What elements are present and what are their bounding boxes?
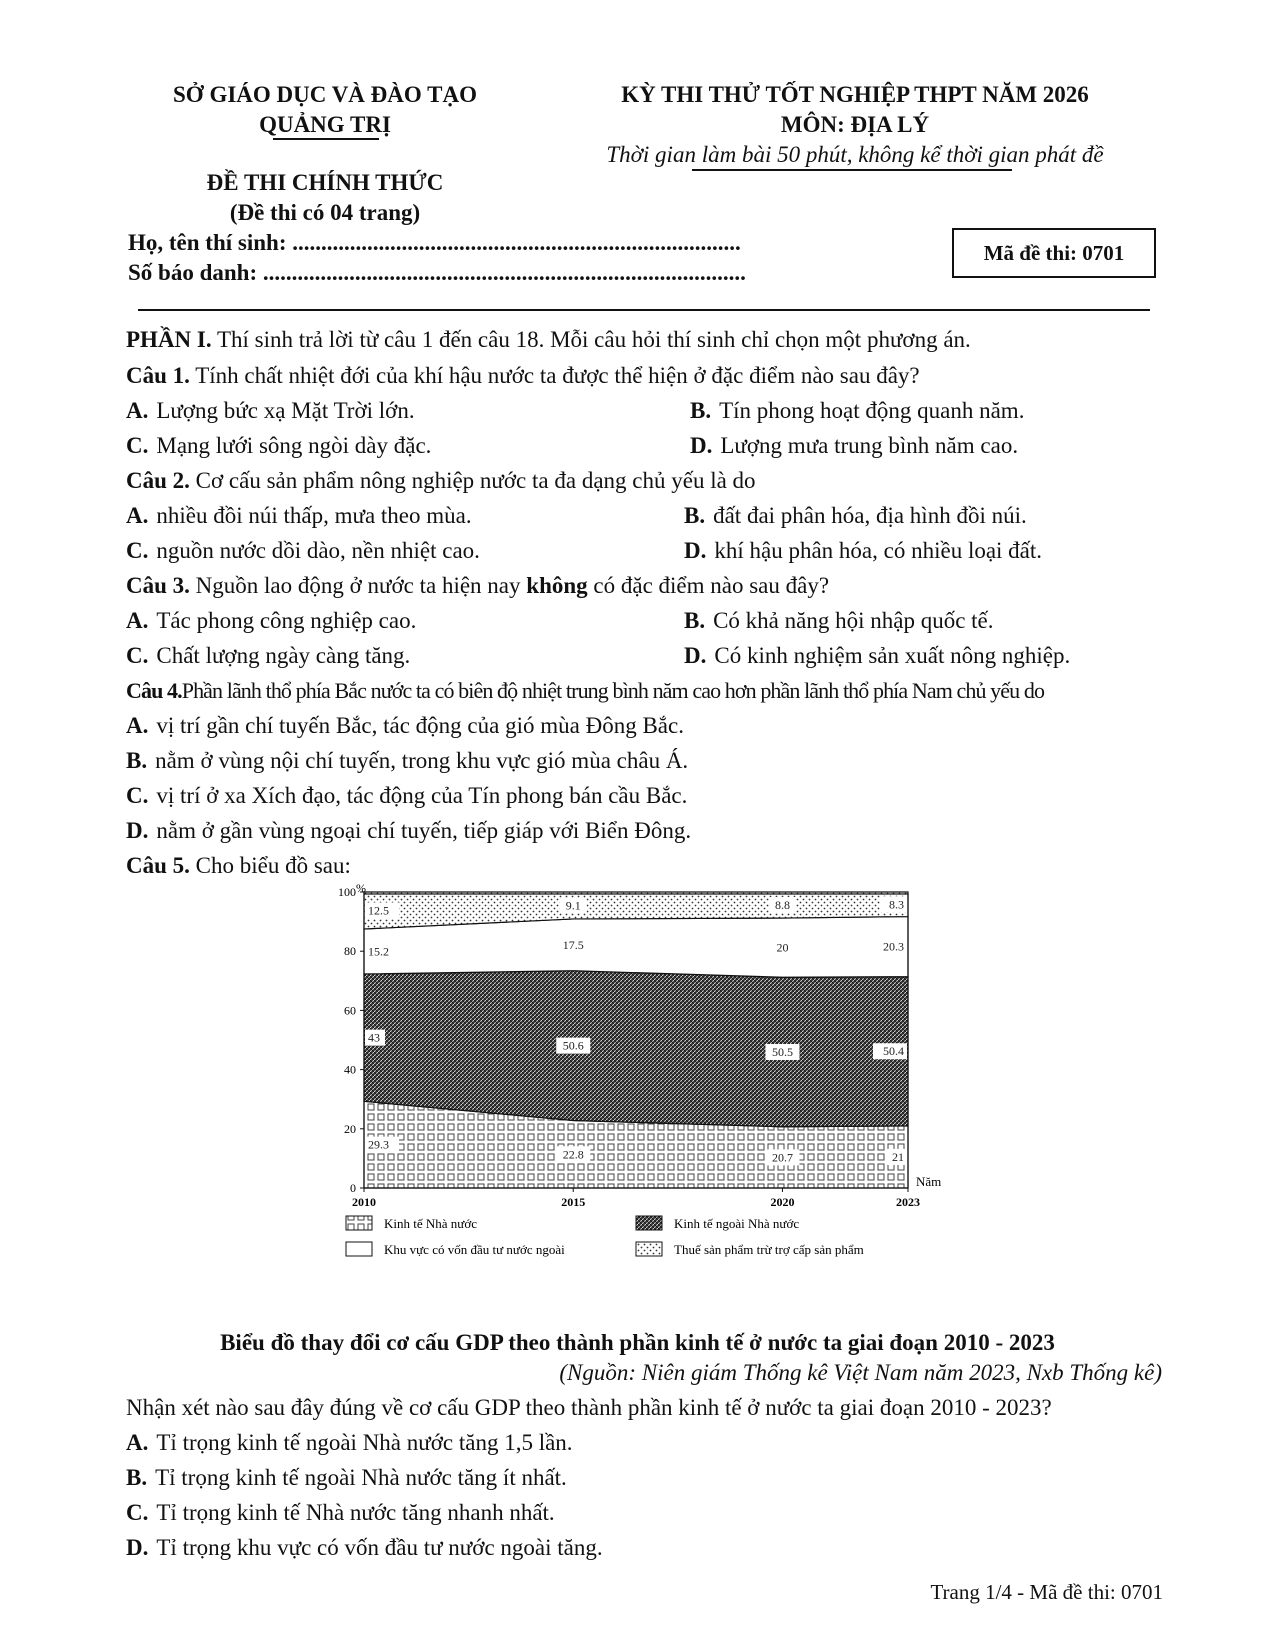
option-label: A. xyxy=(126,1430,149,1455)
department-name: SỞ GIÁO DỤC VÀ ĐÀO TẠO xyxy=(173,82,477,107)
x-unit-label: Năm xyxy=(916,1174,942,1189)
header-left xyxy=(120,80,530,140)
subject-title: MÔN: ĐỊA LÝ xyxy=(780,112,930,137)
option-text: đất đai phân hóa, địa hình đồi núi. xyxy=(713,503,1027,528)
question-3 xyxy=(126,571,829,601)
question-label: Câu 4. xyxy=(126,678,182,703)
q5-option-b[interactable] xyxy=(126,1463,567,1493)
question-label: Câu 1. xyxy=(126,363,190,388)
data-label: 50.6 xyxy=(562,1038,584,1053)
y-tick-label: 60 xyxy=(344,1003,356,1018)
candidate-id-label: Số báo danh: xyxy=(128,260,258,285)
question-text: Tính chất nhiệt đới của khí hậu nước ta được thể hiện ở đặc điểm nào sau đây? xyxy=(189,363,920,388)
option-text: Tỉ trọng khu vực có vốn đầu tư nước ngoài tăng. xyxy=(156,1535,603,1560)
option-label: A. xyxy=(126,503,149,528)
official-label: ĐỀ THI CHÍNH THỨC xyxy=(206,170,444,195)
q4-option-b[interactable] xyxy=(126,746,688,776)
q5-option-a[interactable] xyxy=(126,1428,573,1458)
question-text: Phần lãnh thổ phía Bắc nước ta có biên độ nhiệt trung bình năm cao hơn phần lãnh thổ phía Nam chủ yếu do xyxy=(181,678,1045,703)
y-tick-label: 100 xyxy=(338,885,356,899)
official-block xyxy=(120,168,530,228)
q3-option-c[interactable] xyxy=(126,641,410,671)
q4-option-d[interactable] xyxy=(126,816,691,846)
option-label: A. xyxy=(126,398,149,423)
option-label: C. xyxy=(126,783,149,808)
option-label: B. xyxy=(690,398,712,423)
q1-option-b[interactable] xyxy=(690,396,1024,426)
question-label: Câu 2. xyxy=(126,468,190,493)
x-tick-label: 2020 xyxy=(770,1195,795,1209)
y-tick-label: 0 xyxy=(350,1181,356,1195)
option-text: nằm ở vùng nội chí tuyến, trong khu vực gió mùa châu Á. xyxy=(155,748,689,773)
y-unit-label: % xyxy=(356,881,366,895)
legend-swatch xyxy=(636,1216,662,1230)
data-label: 21 xyxy=(892,1149,904,1164)
part-label: PHẦN I. xyxy=(126,327,212,352)
part-text: Thí sinh trả lời từ câu 1 đến câu 18. Mỗi câu hỏi thí sinh chỉ chọn một phương án. xyxy=(211,327,971,352)
option-label: D. xyxy=(690,433,713,458)
question-5-stem: Nhận xét nào sau đây đúng về cơ cấu GDP theo thành phần kinh tế ở nước ta giai đoạn 2010 - 2023? xyxy=(126,1395,1052,1420)
option-label: C. xyxy=(126,643,149,668)
data-label: 15.2 xyxy=(368,944,389,959)
option-text: nằm ở gần vùng ngoại chí tuyến, tiếp giáp với Biển Đông. xyxy=(156,818,692,843)
data-label: 8.3 xyxy=(889,897,904,912)
legend-swatch xyxy=(346,1216,372,1230)
candidate-name-row xyxy=(128,228,741,258)
q2-option-c[interactable] xyxy=(126,536,480,566)
option-label: D. xyxy=(684,643,707,668)
option-text: Có kinh nghiệm sản xuất nông nghiệp. xyxy=(714,643,1071,668)
legend-swatch xyxy=(346,1242,372,1256)
divider xyxy=(692,169,1012,171)
y-tick-label: 20 xyxy=(344,1121,356,1136)
data-label: 17.5 xyxy=(562,937,584,952)
q4-option-c[interactable] xyxy=(126,781,687,811)
question-text: có đặc điểm nào sau đây? xyxy=(587,573,830,598)
legend-swatch xyxy=(636,1242,662,1256)
option-text: Tác phong công nghiệp cao. xyxy=(156,608,417,633)
q1-option-d[interactable] xyxy=(690,431,1018,461)
option-label: C. xyxy=(126,433,149,458)
data-label: 12.5 xyxy=(368,903,389,918)
question-2 xyxy=(126,466,756,496)
data-label: 8.8 xyxy=(774,898,790,913)
q3-option-b[interactable] xyxy=(684,606,994,636)
data-label: 9.1 xyxy=(565,898,581,913)
q2-option-b[interactable] xyxy=(684,501,1027,531)
question-text: Cho biểu đồ sau: xyxy=(189,853,351,878)
exam-title: KỲ THI THỬ TỐT NGHIỆP THPT NĂM 2026 xyxy=(621,82,1089,107)
legend-label: Kinh tế ngoài Nhà nước xyxy=(674,1216,800,1231)
data-label: 22.8 xyxy=(562,1147,584,1162)
q1-option-c[interactable] xyxy=(126,431,431,461)
candidate-id-field[interactable]: .................................................................................... xyxy=(262,260,746,285)
question-5 xyxy=(126,851,351,881)
option-text: Lượng mưa trung bình năm cao. xyxy=(720,433,1019,458)
option-label: A. xyxy=(126,713,149,738)
option-text: Tỉ trọng kinh tế ngoài Nhà nước tăng ít nhất. xyxy=(155,1465,567,1490)
x-tick-label: 2015 xyxy=(561,1195,586,1209)
option-label: B. xyxy=(126,748,148,773)
gdp-structure-chart xyxy=(330,881,970,1322)
chart-title: Biểu đồ thay đổi cơ cấu GDP theo thành phần kinh tế ở nước ta giai đoạn 2010 - 2023 xyxy=(220,1330,1055,1355)
data-label: 20 xyxy=(776,940,789,955)
part-instructions xyxy=(126,325,971,355)
data-label: 50.5 xyxy=(771,1044,793,1059)
question-4 xyxy=(126,676,1044,706)
option-text: Có khả năng hội nhập quốc tế. xyxy=(713,608,994,633)
divider xyxy=(273,138,379,140)
option-text: nhiều đồi núi thấp, mưa theo mùa. xyxy=(156,503,472,528)
header-right xyxy=(560,80,1150,170)
x-tick-label: 2023 xyxy=(896,1195,920,1209)
chart-source: (Nguồn: Niên giám Thống kê Việt Nam năm 2023, Nxb Thống kê) xyxy=(559,1360,1162,1385)
y-tick-label: 40 xyxy=(344,1062,356,1077)
q2-option-d[interactable] xyxy=(684,536,1042,566)
option-label: D. xyxy=(126,1535,149,1560)
q1-option-a[interactable] xyxy=(126,396,415,426)
data-label: 50.4 xyxy=(883,1044,904,1059)
question-label: Câu 3. xyxy=(126,573,190,598)
q5-option-d[interactable] xyxy=(126,1533,603,1563)
option-text: Tín phong hoạt động quanh năm. xyxy=(719,398,1025,423)
option-text: Chất lượng ngày càng tăng. xyxy=(156,643,411,668)
option-text: Lượng bức xạ Mặt Trời lớn. xyxy=(156,398,415,423)
header-divider xyxy=(138,309,1150,311)
option-label: B. xyxy=(684,608,706,633)
option-text: Tỉ trọng kinh tế Nhà nước tăng nhanh nhất. xyxy=(156,1500,555,1525)
province-name: QUẢNG TRỊ xyxy=(259,112,391,137)
legend-label: Khu vực có vốn đầu tư nước ngoài xyxy=(384,1242,565,1257)
area-series-2 xyxy=(364,971,908,1127)
data-label: 20.3 xyxy=(883,939,904,954)
option-label: D. xyxy=(126,818,149,843)
question-text: Nguồn lao động ở nước ta hiện nay xyxy=(189,573,527,598)
data-label: 20.7 xyxy=(771,1150,793,1165)
q3-option-a[interactable] xyxy=(126,606,416,636)
question-1 xyxy=(126,361,920,391)
candidate-name-field[interactable]: .............................................................................. xyxy=(292,230,741,255)
option-label: B. xyxy=(126,1465,148,1490)
x-tick-label: 2010 xyxy=(352,1195,376,1209)
legend-label: Kinh tế Nhà nước xyxy=(384,1216,477,1231)
option-text: vị trí ở xa Xích đạo, tác động của Tín phong bán cầu Bắc. xyxy=(156,783,688,808)
question-text: Cơ cấu sản phẩm nông nghiệp nước ta đa dạng chủ yếu là do xyxy=(189,468,756,493)
y-tick-label: 80 xyxy=(344,944,356,959)
option-text: Mạng lưới sông ngòi dày đặc. xyxy=(156,433,432,458)
page-footer: Trang 1/4 - Mã đề thi: 0701 xyxy=(930,1580,1163,1604)
question-emphasis: không xyxy=(526,573,588,598)
q3-option-d[interactable] xyxy=(684,641,1070,671)
option-text: nguồn nước dồi dào, nền nhiệt cao. xyxy=(156,538,480,563)
option-text: vị trí gần chí tuyến Bắc, tác động của gió mùa Đông Bắc. xyxy=(156,713,684,738)
question-label: Câu 5. xyxy=(126,853,190,878)
q2-option-a[interactable] xyxy=(126,501,472,531)
option-label: D. xyxy=(684,538,707,563)
q4-option-a[interactable] xyxy=(126,711,684,741)
time-note: Thời gian làm bài 50 phút, không kể thời gian phát đề xyxy=(606,142,1104,167)
option-label: C. xyxy=(126,538,149,563)
data-label: 43 xyxy=(368,1030,380,1045)
option-text: Tỉ trọng kinh tế ngoài Nhà nước tăng 1,5 lần. xyxy=(156,1430,573,1455)
option-label: B. xyxy=(684,503,706,528)
pages-note: (Đề thi có 04 trang) xyxy=(229,200,421,225)
q5-option-c[interactable] xyxy=(126,1498,555,1528)
exam-code-box: Mã đề thi: 0701 xyxy=(952,228,1156,278)
data-label: 29.3 xyxy=(368,1137,389,1152)
option-label: C. xyxy=(126,1500,149,1525)
option-text: khí hậu phân hóa, có nhiều loại đất. xyxy=(714,538,1043,563)
legend-label: Thuế sản phẩm trừ trợ cấp sản phẩm xyxy=(674,1242,864,1257)
candidate-name-label: Họ, tên thí sinh: xyxy=(128,230,287,255)
candidate-id-row xyxy=(128,258,746,288)
option-label: A. xyxy=(126,608,149,633)
